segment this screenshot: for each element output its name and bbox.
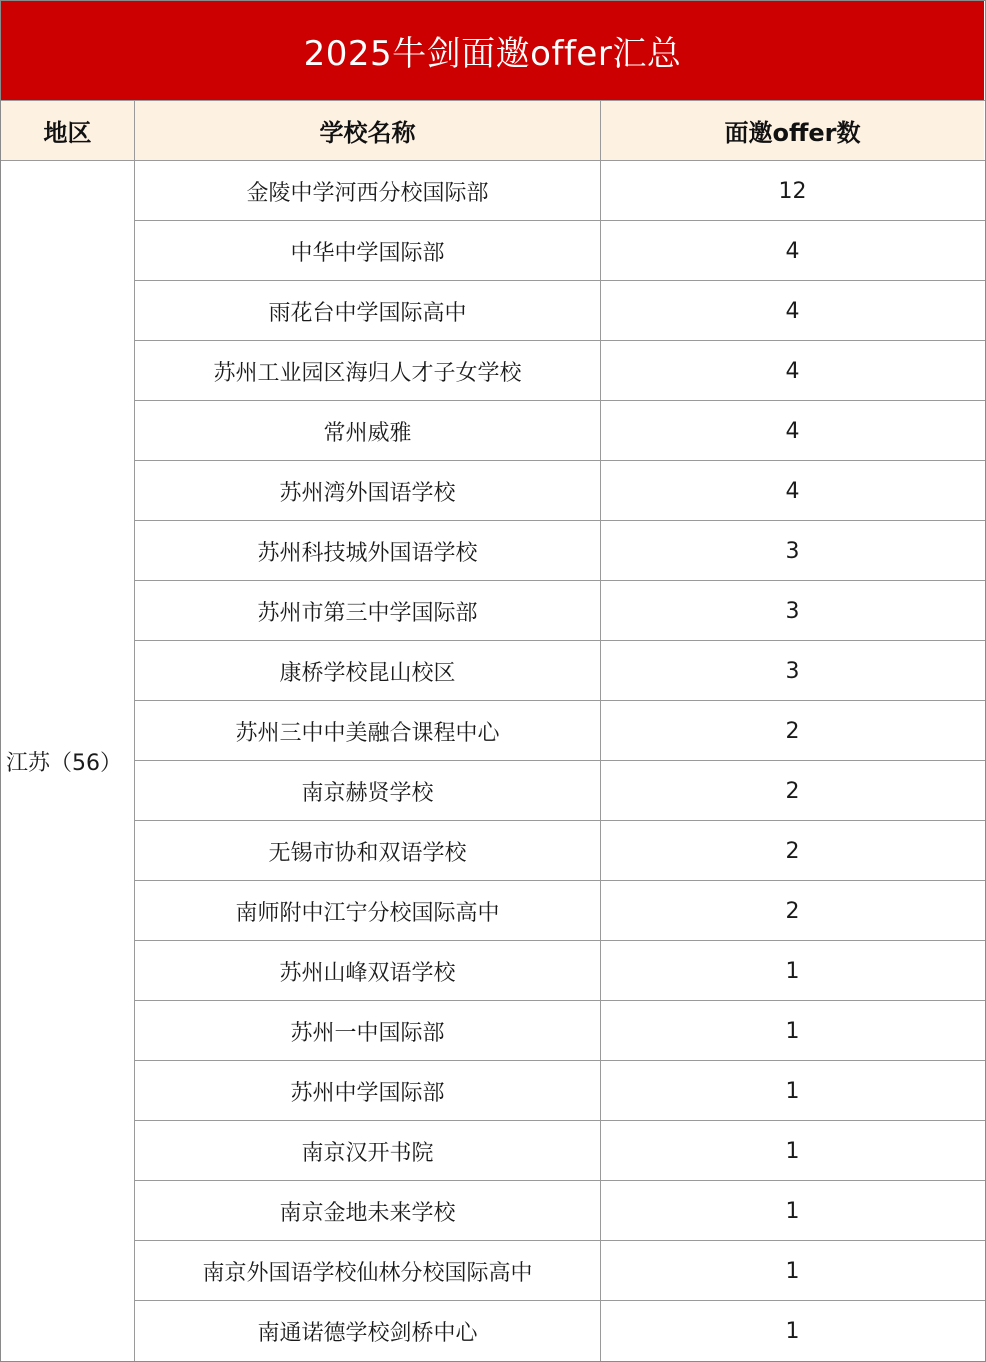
school-name-cell: 南京赫贤学校 [301, 780, 434, 806]
header-top-divider [0, 100, 986, 101]
header-bottom-divider [0, 160, 986, 161]
row-divider [135, 1060, 986, 1061]
school-name-cell: 南京金地未来学校 [279, 1200, 456, 1226]
column-divider [600, 100, 601, 1362]
offer-count-cell: 1 [785, 1138, 800, 1164]
offer-count-cell: 1 [785, 1258, 800, 1284]
row-divider [135, 520, 986, 521]
offer-count-cell: 1 [785, 1318, 800, 1344]
sheet-title: 2025牛剑面邀offer汇总 [1, 1, 984, 100]
offer-count-cell: 2 [785, 778, 800, 804]
row-divider [135, 220, 986, 221]
offer-count-cell: 2 [785, 898, 800, 924]
row-divider [135, 400, 986, 401]
row-divider [135, 820, 986, 821]
offer-count-cell: 3 [785, 598, 800, 624]
offer-count-cell: 12 [778, 178, 807, 204]
school-name-cell: 苏州三中中美融合课程中心 [235, 720, 500, 746]
row-divider [135, 1300, 986, 1301]
school-name-cell: 苏州一中国际部 [290, 1020, 445, 1046]
region-cell-jiangsu: 江苏（56） [6, 750, 122, 776]
offer-count-cell: 1 [785, 1018, 800, 1044]
row-divider [135, 1000, 986, 1001]
school-name-cell: 康桥学校昆山校区 [279, 660, 456, 686]
offer-count-cell: 1 [785, 1078, 800, 1104]
column-divider [134, 100, 135, 1362]
school-name-cell: 苏州工业园区海归人才子女学校 [213, 360, 522, 386]
header-region: 地区 [1, 101, 134, 160]
school-name-cell: 南京外国语学校仙林分校国际高中 [202, 1260, 533, 1286]
school-name-cell: 苏州科技城外国语学校 [257, 540, 478, 566]
school-name-cell: 苏州山峰双语学校 [279, 960, 456, 986]
school-name-cell: 金陵中学河西分校国际部 [246, 180, 489, 206]
school-name-cell: 南通诺德学校剑桥中心 [257, 1320, 478, 1346]
row-divider [135, 880, 986, 881]
row-divider [135, 640, 986, 641]
school-name-cell: 无锡市协和双语学校 [268, 840, 467, 866]
school-name-cell: 南师附中江宁分校国际高中 [235, 900, 500, 926]
row-divider [135, 460, 986, 461]
row-divider [135, 580, 986, 581]
offer-count-cell: 3 [785, 658, 800, 684]
offer-count-cell: 1 [785, 958, 800, 984]
row-divider [135, 1120, 986, 1121]
offer-count-cell: 1 [785, 1198, 800, 1224]
offer-count-cell: 4 [785, 358, 800, 384]
school-name-cell: 苏州市第三中学国际部 [257, 600, 478, 626]
school-name-cell: 常州威雅 [323, 420, 412, 446]
row-divider [135, 940, 986, 941]
row-divider [135, 700, 986, 701]
header-school-name: 学校名称 [135, 101, 600, 160]
offer-count-cell: 2 [785, 838, 800, 864]
row-divider [135, 280, 986, 281]
offer-count-cell: 2 [785, 718, 800, 744]
school-name-cell: 中华中学国际部 [290, 240, 445, 266]
row-divider [135, 1180, 986, 1181]
school-name-cell: 苏州中学国际部 [290, 1080, 445, 1106]
offer-count-cell: 4 [785, 478, 800, 504]
school-name-cell: 雨花台中学国际高中 [268, 300, 467, 326]
offer-count-cell: 4 [785, 298, 800, 324]
header-offer-count: 面邀offer数 [601, 101, 984, 160]
offer-count-cell: 4 [785, 418, 800, 444]
school-name-cell: 苏州湾外国语学校 [279, 480, 456, 506]
school-name-cell: 南京汉开书院 [301, 1140, 434, 1166]
offer-count-cell: 3 [785, 538, 800, 564]
row-divider [135, 1240, 986, 1241]
row-divider [135, 340, 986, 341]
row-divider [135, 760, 986, 761]
offer-count-cell: 4 [785, 238, 800, 264]
